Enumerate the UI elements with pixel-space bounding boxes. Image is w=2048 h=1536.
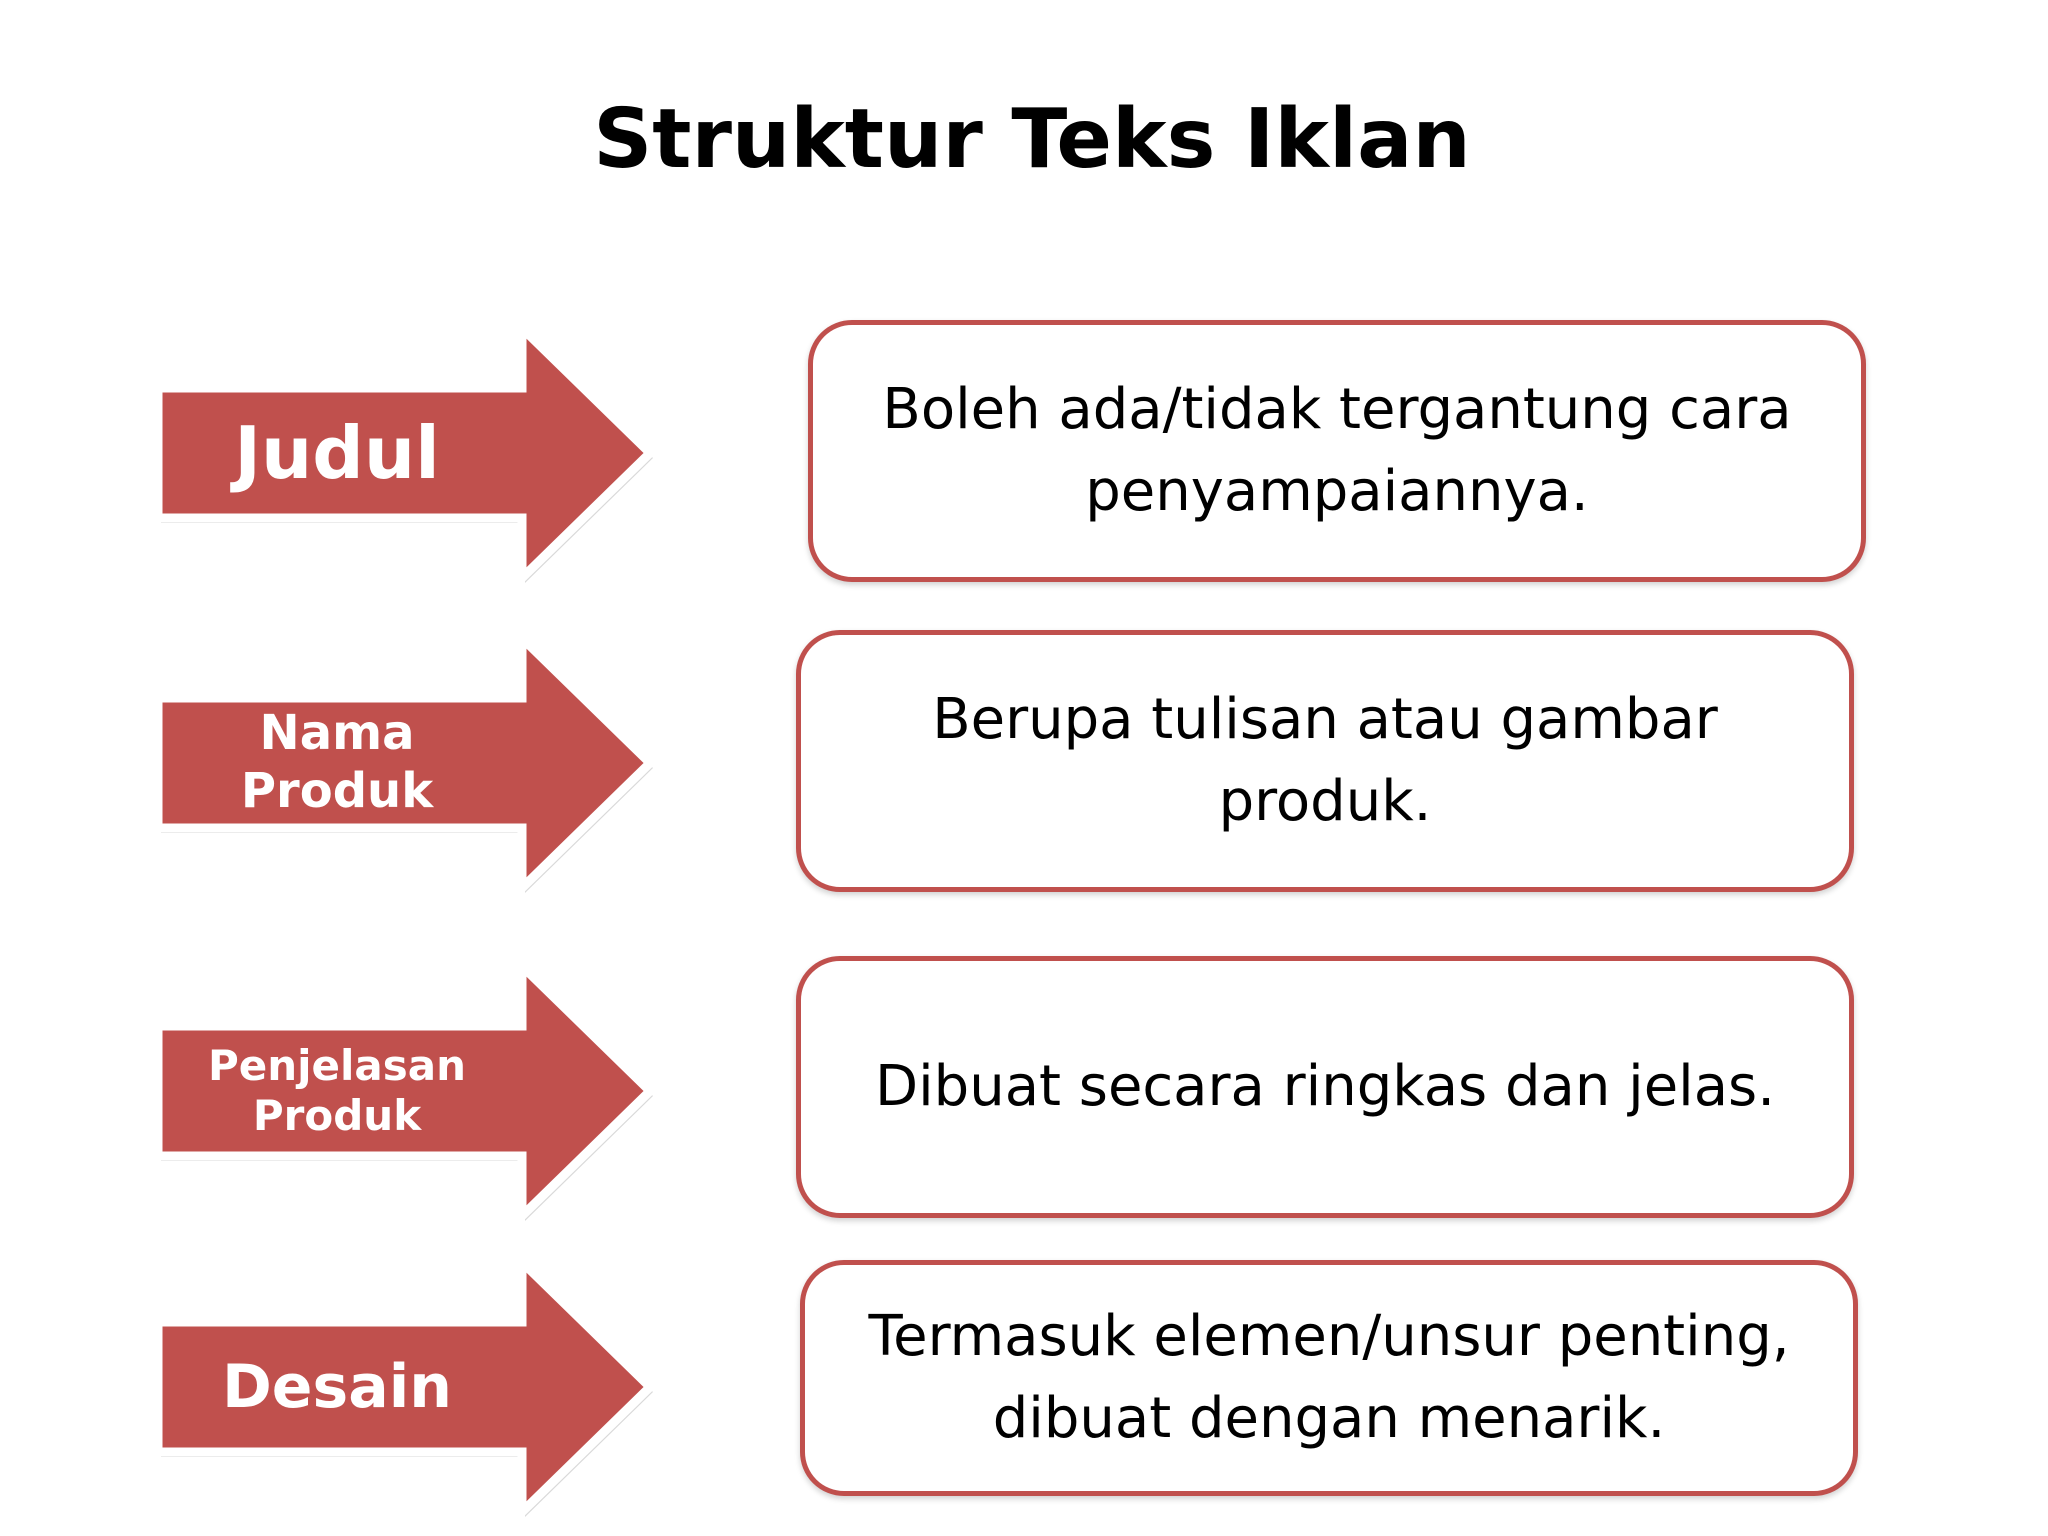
arrow-shape-desain <box>150 1252 660 1522</box>
description-box-desain <box>800 1260 1858 1496</box>
description-text-penjelasan-produk: Dibuat secara ringkas dan jelas. <box>874 1054 1776 1119</box>
description-text-judul: Boleh ada/tidak tergantung cara penyampaiannya. <box>882 377 1792 524</box>
arrow-shape-penjelasan-produk <box>150 956 660 1226</box>
slide-title: Struktur Teks Iklan <box>593 92 1471 187</box>
arrow-shape-nama-produk <box>150 628 660 898</box>
arrow-label-penjelasan-produk: Penjelasan Produk <box>207 1040 467 1140</box>
description-box-penjelasan-produk <box>796 956 1854 1218</box>
arrow-shape-judul <box>150 318 660 588</box>
description-text-desain: Termasuk elemen/unsur penting, dibuat dengan menarik. <box>868 1304 1790 1451</box>
description-box-judul <box>808 320 1866 582</box>
arrow-label-judul: Judul <box>234 410 440 495</box>
arrow-label-nama-produk: Nama Produk <box>240 705 434 819</box>
arrow-label-desain: Desain <box>222 1352 452 1422</box>
description-text-nama-produk: Berupa tulisan atau gambar produk. <box>932 687 1718 834</box>
description-box-nama-produk <box>796 630 1854 892</box>
